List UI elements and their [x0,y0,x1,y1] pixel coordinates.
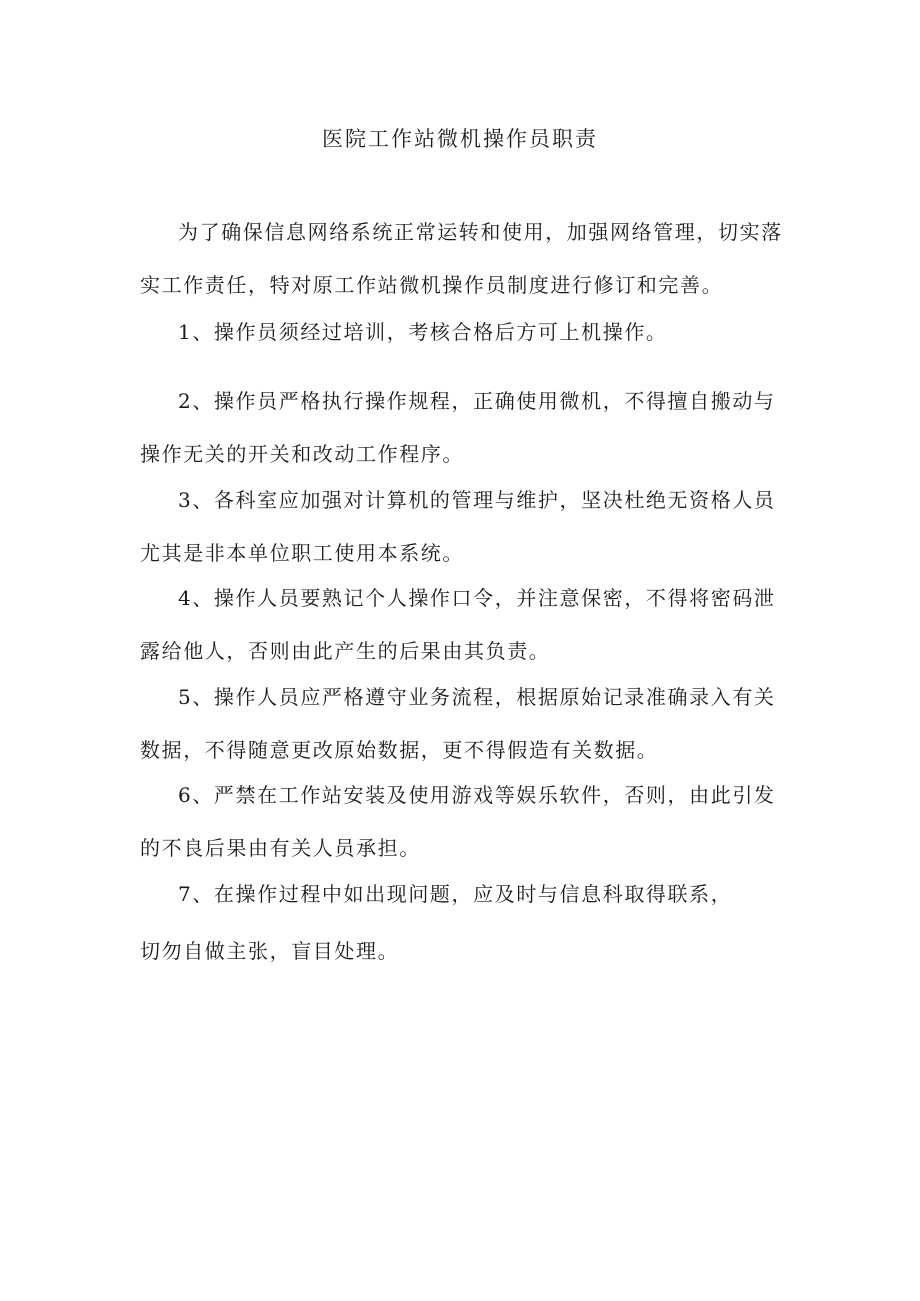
duty-item-6 [140,769,790,875]
duty-item-5-line-2: 数据，不得随意更改原始数据，更不得假造有关数据。 [140,738,659,762]
duty-item-3-line-1: 3、各科室应加强对计算机的管理与维护，坚决杜绝无资格人员 [178,488,776,512]
duty-item-2-line-1: 2、操作员严格执行操作规程，正确使用微机，不得擅自搬动与 [178,389,776,413]
duty-item-4-line-2: 露给他人，否则由此产生的后果由其负责。 [140,639,551,663]
duty-item-4-line-1: 4、操作人员要熟记个人操作口令，并注意保密，不得将密码泄 [178,586,776,610]
duty-item-6-line-2: 的不良后果由有关人员承担。 [140,836,421,860]
duty-item-2-line-2: 操作无关的开关和改动工作程序。 [140,442,464,466]
duty-item-5 [140,671,790,777]
duty-item-4 [140,572,790,678]
duty-item-6-line-1: 6、严禁在工作站安装及使用游戏等娱乐软件，否则，由此引发 [178,783,776,807]
intro-paragraph [140,206,790,312]
intro-line-2: 实工作责任，特对原工作站微机操作员制度进行修订和完善。 [140,273,724,297]
intro-line-1: 为了确保信息网络系统正常运转和使用，加强网络管理，切实落 [178,220,783,244]
duty-item-7 [140,868,790,978]
duty-item-1-line-1: 1、操作员须经过培训，考核合格后方可上机操作。 [178,320,668,344]
document-title: 医院工作站微机操作员职责 [322,127,598,151]
duty-item-7-line-2: 切勿自做主张，盲目处理。 [140,939,400,963]
duty-item-3 [140,474,790,580]
duty-item-3-line-2: 尤其是非本单位职工使用本系统。 [140,541,464,565]
duty-item-5-line-1: 5、操作人员应严格遵守业务流程，根据原始记录准确录入有关 [178,685,776,709]
duty-item-2 [140,375,790,481]
duty-item-7-line-1: 7、在操作过程中如出现问题，应及时与信息科取得联系， [178,882,733,906]
duty-item-1 [140,306,790,359]
